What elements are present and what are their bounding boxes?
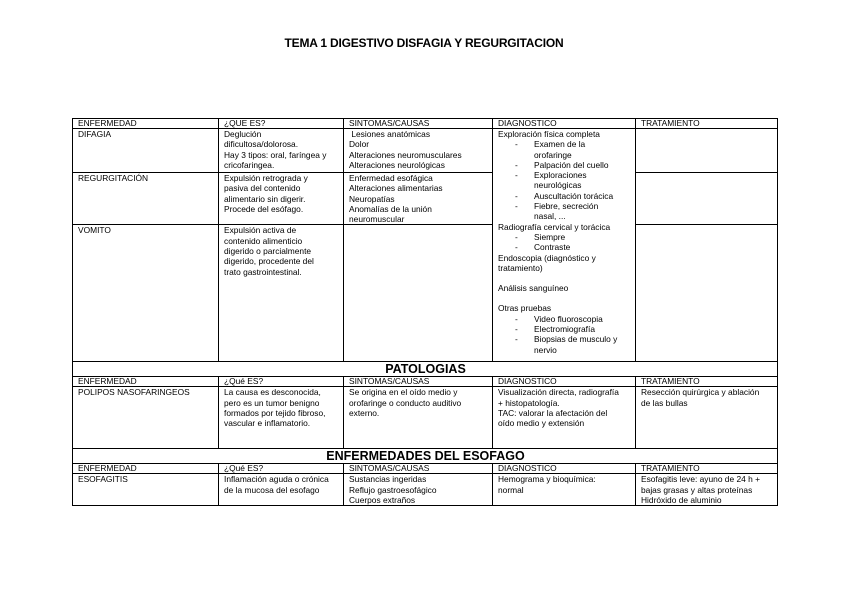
cell-enfermedad: VOMITO bbox=[73, 225, 219, 362]
header-diagnostico: DIAGNOSTICO bbox=[493, 464, 636, 474]
cell-diagnostico: Hemograma y bioquímica: normal bbox=[493, 474, 636, 506]
table3-header-row bbox=[73, 464, 778, 474]
section-title-patologias: PATOLOGIAS bbox=[73, 362, 778, 377]
cell-diagnostico: Visualización directa, radiografía + histopatología. TAC: valorar la afectación del oído medio y extensión bbox=[493, 387, 636, 449]
cell-enfermedad: DIFAGIA bbox=[73, 129, 219, 173]
cell-enfermedad: POLIPOS NASOFARINGEOS bbox=[73, 387, 219, 449]
cell-sintomas: Lesiones anatómicas Dolor Alteraciones neuromusculares Alteraciones neurológicas bbox=[344, 129, 493, 173]
cell-que-es: La causa es desconocida, pero es un tumor benigno formados por tejido fibroso, vascular e inflamatorio. bbox=[219, 387, 344, 449]
cell-que-es: Expulsión retrograda y pasiva del contenido alimentario sin digerir. Procede del esófago. bbox=[219, 173, 344, 225]
table-row bbox=[73, 474, 778, 506]
header-tratamiento: TRATAMIENTO bbox=[636, 119, 778, 129]
header-sintomas: SINTOMAS/CAUSAS bbox=[344, 377, 493, 387]
main-table bbox=[72, 118, 778, 506]
header-tratamiento: TRATAMIENTO bbox=[636, 464, 778, 474]
cell-enfermedad: ESOFAGITIS bbox=[73, 474, 219, 506]
cell-que-es: Expulsión activa de contenido alimenticio digerido o parcialmente digerido, procedente del trato gastrointestinal. bbox=[219, 225, 344, 362]
cell-que-es: Deglución dificultosa/dolorosa. Hay 3 tipos: oral, faríngea y cricofaringea. bbox=[219, 129, 344, 173]
cell-enfermedad: REGURGITACIÓN bbox=[73, 173, 219, 225]
cell-sintomas bbox=[344, 225, 493, 362]
cell-tratamiento: Esofagitis leve: ayuno de 24 h + bajas grasas y altas proteínas Hidróxido de aluminio bbox=[636, 474, 778, 506]
header-enfermedad: ENFERMEDAD bbox=[73, 464, 219, 474]
cell-sintomas: Se origina en el oído medio y orofaringe o conducto auditivo externo. bbox=[344, 387, 493, 449]
header-enfermedad: ENFERMEDAD bbox=[73, 377, 219, 387]
header-tratamiento: TRATAMIENTO bbox=[636, 377, 778, 387]
section-title-esofago: ENFERMEDADES DEL ESOFAGO bbox=[73, 449, 778, 464]
header-que-es: ¿Qué ES? bbox=[219, 377, 344, 387]
header-sintomas: SINTOMAS/CAUSAS bbox=[344, 119, 493, 129]
header-que-es: ¿QUE ES? bbox=[219, 119, 344, 129]
table-row bbox=[73, 173, 778, 225]
section-row bbox=[73, 449, 778, 464]
cell-tratamiento bbox=[636, 173, 778, 225]
cell-tratamiento bbox=[636, 129, 778, 173]
cell-tratamiento: Resección quirúrgica y ablación de las bullas bbox=[636, 387, 778, 449]
table-row bbox=[73, 225, 778, 362]
cell-diagnostico-merged: Exploración física completa - Examen de la orofaringe - Palpación del cuello - Exploraciones neurológicas - Auscultación torácica - Fiebre, secreción nasal, ... Radiografía cervical y torácica - Siempre - Contraste Endoscopia (diagnóstico y tratamiento) Análisis sanguíneo Otras pruebas - Video fluoroscopia - Electromiografía - Biopsias de musculo y nervio bbox=[493, 129, 636, 362]
header-enfermedad: ENFERMEDAD bbox=[73, 119, 219, 129]
cell-que-es: Inflamación aguda o crónica de la mucosa del esofago bbox=[219, 474, 344, 506]
document-title: TEMA 1 DIGESTIVO DISFAGIA Y REGURGITACION bbox=[284, 36, 564, 50]
table-row bbox=[73, 129, 778, 173]
header-que-es: ¿Qué ES? bbox=[219, 464, 344, 474]
table2-header-row bbox=[73, 377, 778, 387]
cell-tratamiento bbox=[636, 225, 778, 362]
header-sintomas: SINTOMAS/CAUSAS bbox=[344, 464, 493, 474]
header-diagnostico: DIAGNOSTICO bbox=[493, 377, 636, 387]
cell-sintomas: Enfermedad esofágica Alteraciones alimentarias Neuropatías Anomalías de la unión neuromuscular bbox=[344, 173, 493, 225]
table-row bbox=[73, 387, 778, 449]
header-diagnostico: DIAGNOSTICO bbox=[493, 119, 636, 129]
table1-header-row bbox=[73, 119, 778, 129]
section-row bbox=[73, 362, 778, 377]
cell-sintomas: Sustancias ingeridas Reflujo gastroesofágico Cuerpos extraños bbox=[344, 474, 493, 506]
